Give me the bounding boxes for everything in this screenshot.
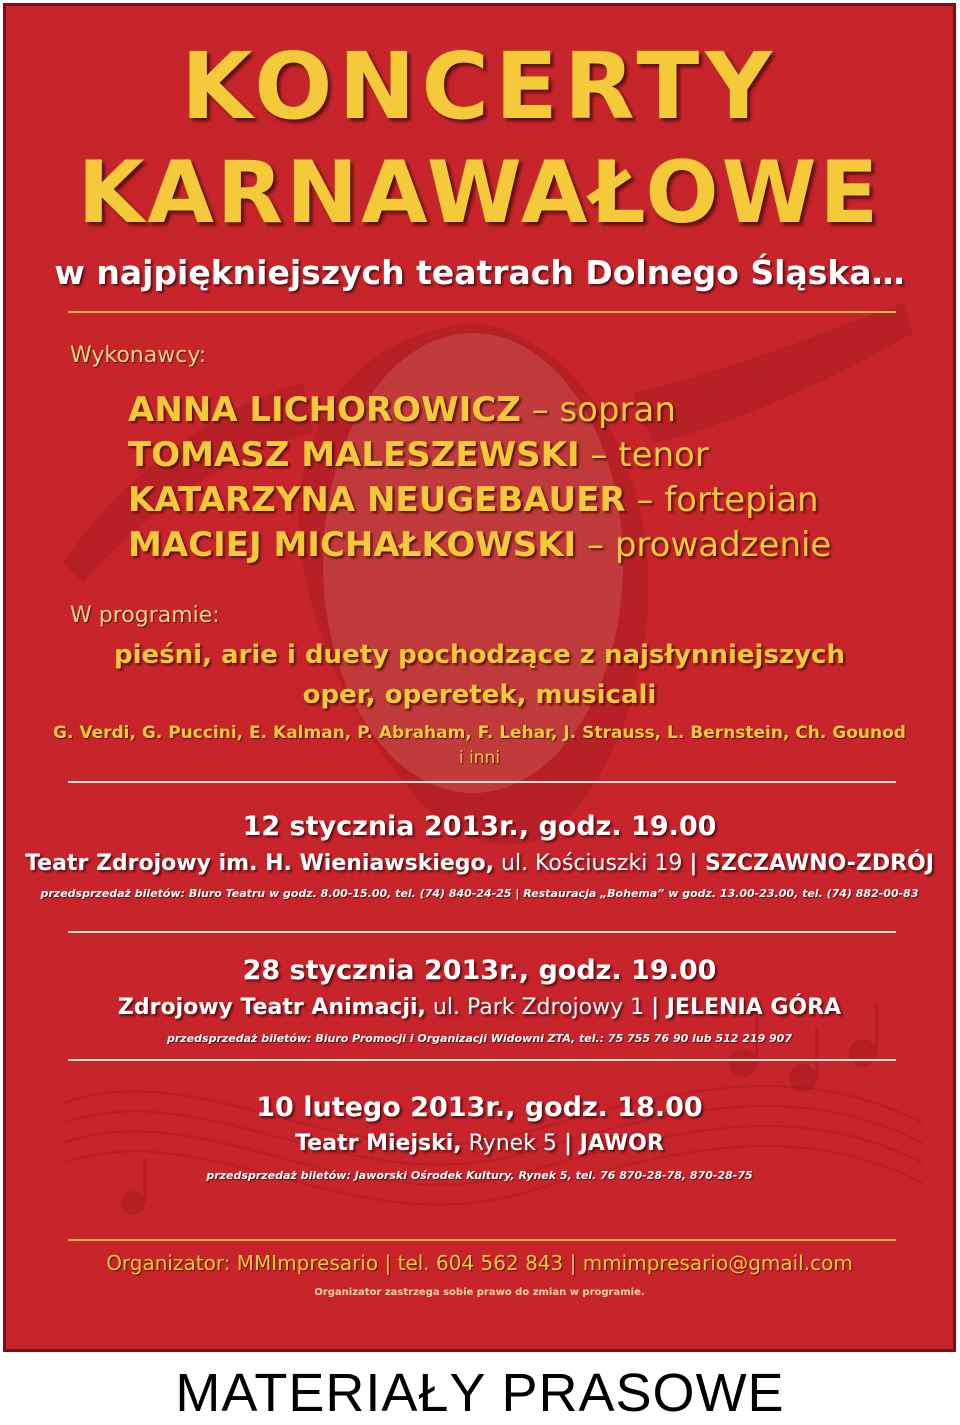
disclaimer: Organizator zastrzega sobie prawo do zmian w programie. (314, 1287, 645, 1298)
performer-row (128, 388, 831, 433)
performer-name: ANNA LICHOROWICZ (128, 390, 521, 430)
performer-role: – prowadzenie (576, 525, 832, 565)
venue-address: Rynek 5 (461, 1131, 564, 1156)
venue-address: ul. Kościuszki 19 (494, 851, 690, 876)
program-line2: oper, operetek, musicali (302, 680, 657, 710)
venue-name: Zdrojowy Teatr Animacji, (117, 995, 426, 1020)
composers-more: i inni (458, 748, 501, 768)
event-date: 28 stycznia 2013r., godz. 19.00 (242, 955, 717, 986)
event-venue (3, 995, 956, 1020)
performer-role: – sopran (520, 390, 676, 430)
concert-poster (3, 3, 956, 1352)
divider (68, 931, 896, 933)
event-tickets: przedsprzedaż biletów: Biuro Teatru w godz. 8.00-15.00, tel. (74) 840-24-25 | Restauracja „Bohema” w godz. 13.00-23.00, tel. (74) 882-00-83 (40, 887, 919, 900)
event-date: 10 lutego 2013r., godz. 18.00 (256, 1092, 703, 1123)
performers-label: Wykonawcy: (70, 343, 207, 368)
performer-name: MACIEJ MICHAŁKOWSKI (128, 525, 577, 565)
event-tickets: przedsprzedaż biletów: Jaworski Ośrodek Kultury, Rynek 5, tel. 76 870-28-78, 870-28-75 (206, 1169, 753, 1182)
organizer-contact: Organizator: MMImpresario | tel. 604 562 843 | mmimpresario@gmail.com (106, 1251, 853, 1275)
performer-row (128, 433, 831, 478)
divider (68, 1239, 896, 1241)
venue-name: Teatr Miejski, (295, 1131, 462, 1156)
performer-row (128, 478, 831, 523)
performer-role: – tenor (579, 435, 709, 475)
event-date: 12 stycznia 2013r., godz. 19.00 (242, 811, 717, 842)
poster-title-line1: KONCERTY (181, 33, 778, 140)
venue-city: | JAWOR (563, 1131, 664, 1156)
composers-list: G. Verdi, G. Puccini, E. Kalman, P. Abraham, F. Lehar, J. Strauss, L. Bernstein, Ch. Gounod (53, 723, 906, 743)
poster-title-line2: KARNAWAŁOWE (77, 143, 882, 243)
program-line1: pieśni, arie i duety pochodzące z najsłynniejszych (114, 640, 845, 670)
event-venue (3, 851, 956, 876)
divider (68, 311, 896, 313)
venue-city: | SZCZAWNO-ZDRÓJ (689, 851, 934, 876)
performer-name: KATARZYNA NEUGEBAUER (128, 480, 626, 520)
performer-name: TOMASZ MALESZEWSKI (128, 435, 580, 475)
venue-address: ul. Park Zdrojowy 1 (425, 995, 652, 1020)
performers-list (128, 388, 831, 568)
program-label: W programie: (70, 603, 220, 628)
venue-name: Teatr Zdrojowy im. H. Wieniawskiego, (25, 851, 495, 876)
divider (68, 781, 896, 783)
poster-subtitle: w najpiękniejszych teatrach Dolnego Śląska… (54, 253, 905, 292)
press-materials-heading: MATERIAŁY PRASOWE (175, 1363, 785, 1423)
divider (68, 1059, 896, 1061)
performer-row (128, 523, 831, 568)
venue-city: | JELENIA GÓRA (651, 995, 842, 1020)
event-venue (3, 1131, 956, 1156)
event-tickets: przedsprzedaż biletów: Biuro Promocji i Organizacji Widowni ZTA, tel.: 75 755 76 90 lub 512 219 907 (167, 1032, 792, 1045)
performer-role: – fortepian (625, 480, 819, 520)
